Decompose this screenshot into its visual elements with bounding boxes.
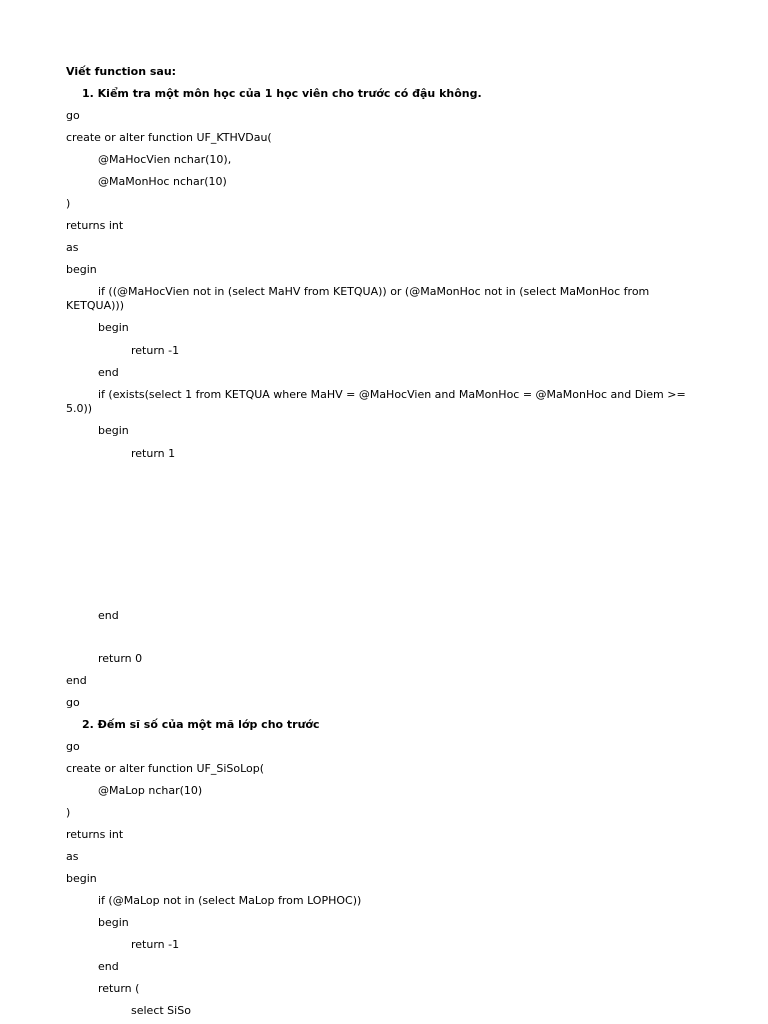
code-line: end — [98, 609, 119, 622]
code-line: begin — [98, 321, 129, 334]
code-line: select SiSo — [131, 1004, 191, 1017]
code-line: return 1 — [131, 447, 176, 460]
code-line: @MaHocVien nchar(10), — [98, 153, 232, 166]
code-line: create or alter function UF_SiSoLop( — [66, 762, 265, 775]
code-line: begin — [66, 263, 97, 276]
code-line: return -1 — [131, 938, 180, 951]
code-line: go — [66, 740, 80, 753]
code-line: returns int — [66, 828, 124, 841]
code-line: as — [66, 241, 79, 254]
code-line: @MaLop nchar(10) — [98, 784, 203, 797]
code-line: returns int — [66, 219, 124, 232]
code-line: begin — [66, 872, 97, 885]
code-line: begin — [98, 424, 129, 437]
code-line: return 0 — [98, 652, 143, 665]
code-line: go — [66, 696, 80, 709]
code-line: if (exists(select 1 from KETQUA where MaHV = @MaHocVien and MaMonHoc = @MaMonHoc and Diem >= 5.0)) — [66, 388, 686, 415]
code-line: if (@MaLop not in (select MaLop from LOPHOC)) — [98, 894, 362, 907]
code-line: begin — [98, 916, 129, 929]
code-line: create or alter function UF_KTHVDau( — [66, 131, 272, 144]
code-line: return -1 — [131, 344, 180, 357]
code-line: @MaMonHoc nchar(10) — [98, 175, 227, 188]
doc-heading: Viết function sau: — [66, 65, 177, 78]
code-line: end — [66, 674, 87, 687]
code-line: if ((@MaHocVien not in (select MaHV from KETQUA)) or (@MaMonHoc not in (select MaMonHoc from KETQUA))) — [66, 285, 650, 312]
code-line: end — [98, 960, 119, 973]
code-line: go — [66, 109, 80, 122]
code-line: ) — [66, 197, 71, 210]
section-2-title: 2. Đếm sĩ số của một mã lớp cho trước — [82, 718, 320, 731]
code-line: ) — [66, 806, 71, 819]
section-1-title: 1. Kiểm tra một môn học của 1 học viên cho trước có đậu không. — [82, 87, 482, 100]
code-line: return ( — [98, 982, 140, 995]
code-line: end — [98, 366, 119, 379]
code-line: as — [66, 850, 79, 863]
